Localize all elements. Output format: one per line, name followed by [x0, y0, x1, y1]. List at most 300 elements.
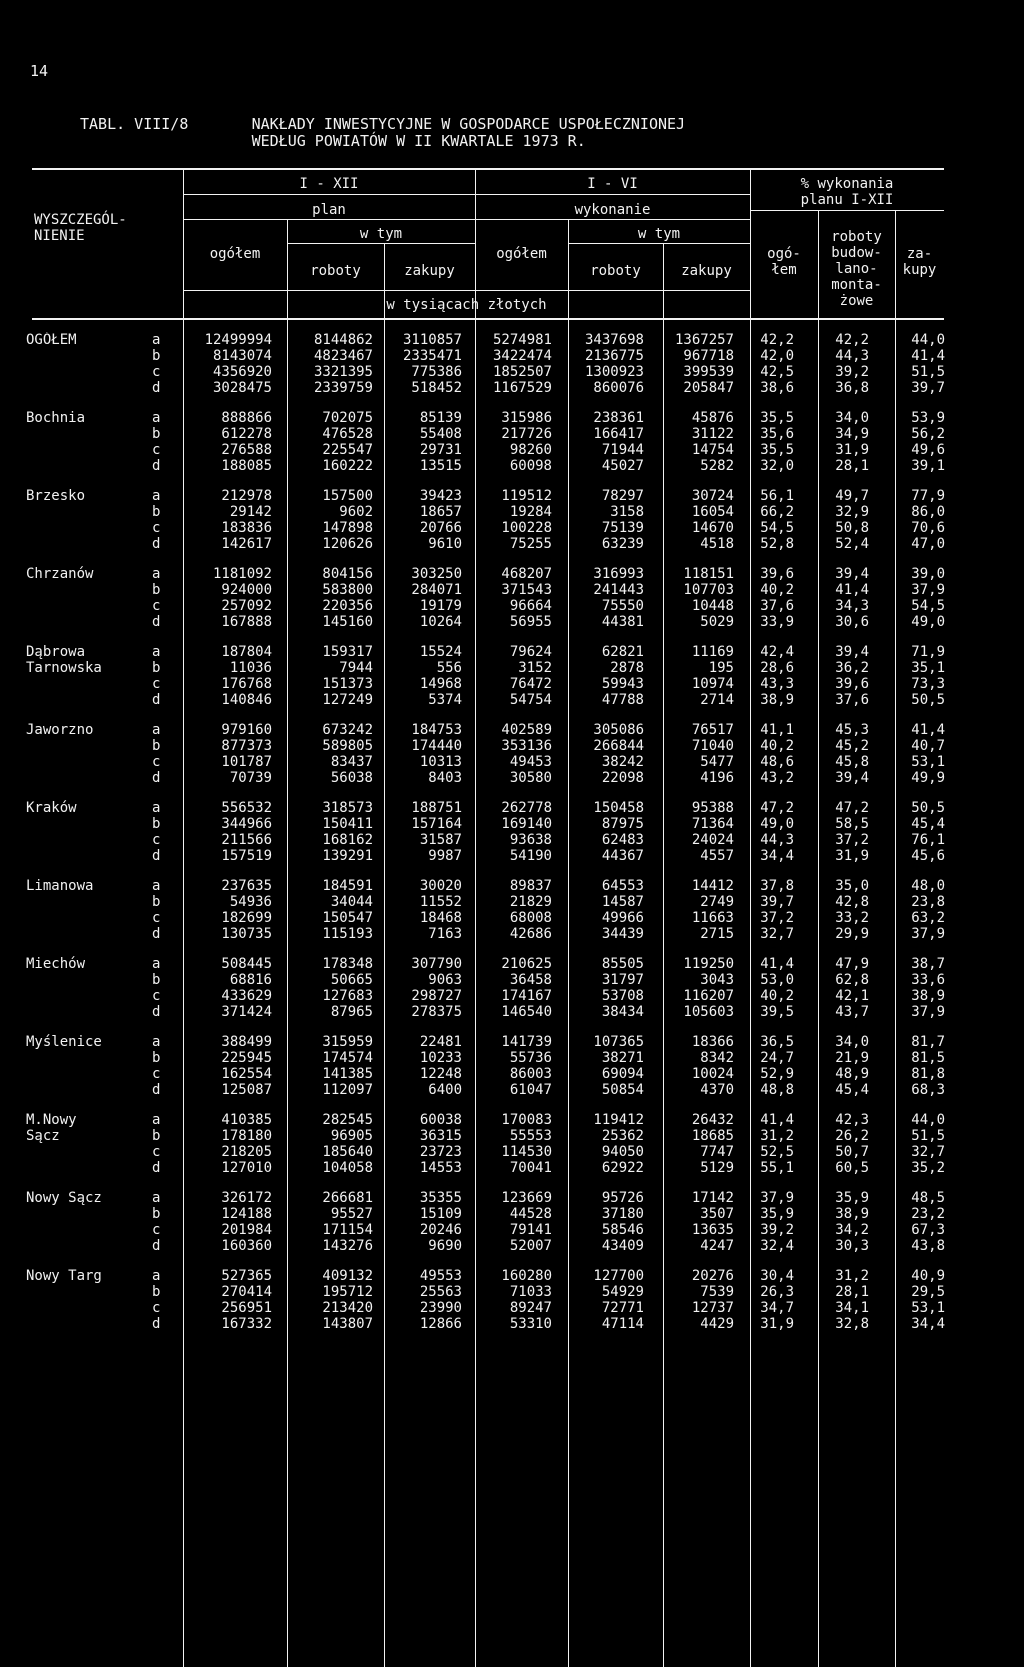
table-cell: 26,3 — [760, 1284, 794, 1300]
table-cell: 402589 — [501, 722, 552, 738]
table-cell: 56955 — [509, 614, 552, 630]
group-spacer — [0, 942, 945, 956]
table-cell: 187804 — [221, 644, 272, 660]
table-cell: 804156 — [322, 566, 373, 582]
table-row — [0, 348, 945, 364]
district-name — [0, 364, 144, 380]
table-cell: 166417 — [593, 426, 644, 442]
table-cell: 326172 — [221, 1190, 272, 1206]
table-cell: 1852507 — [492, 364, 552, 380]
table-cell: 39,4 — [835, 566, 869, 582]
table-cell: 8143074 — [212, 348, 272, 364]
table-cell: 4518 — [700, 536, 734, 552]
table-row — [0, 380, 945, 396]
table-cell: 43,8 — [911, 1238, 945, 1254]
district-name — [0, 614, 144, 630]
table-cell: 86003 — [509, 1066, 552, 1082]
table-cell: 55553 — [509, 1128, 552, 1144]
ogolem-header-2: ogółem — [496, 246, 547, 262]
table-cell: 50,8 — [835, 520, 869, 536]
table-cell: 217726 — [501, 426, 552, 442]
table-row — [0, 410, 945, 426]
row-letter: b — [152, 1206, 161, 1222]
table-cell: 266681 — [322, 1190, 373, 1206]
table-cell: 55736 — [509, 1050, 552, 1066]
table-cell: 44367 — [601, 848, 644, 864]
table-cell: 139291 — [322, 848, 373, 864]
table-cell: 54754 — [509, 692, 552, 708]
district-name — [0, 1160, 144, 1176]
table-row — [0, 848, 945, 864]
table-cell: 79141 — [509, 1222, 552, 1238]
district-name — [0, 1004, 144, 1020]
table-cell: 210625 — [501, 956, 552, 972]
table-row — [0, 894, 945, 910]
table-cell: 87975 — [601, 816, 644, 832]
row-letter: a — [152, 566, 161, 582]
table-cell: 71,9 — [911, 644, 945, 660]
table-cell: 36,2 — [835, 660, 869, 676]
table-cell: 702075 — [322, 410, 373, 426]
table-cell: 35,1 — [911, 660, 945, 676]
table-row — [0, 504, 945, 520]
table-cell: 50,5 — [911, 692, 945, 708]
table-cell: 43409 — [601, 1238, 644, 1254]
table-cell: 42,5 — [760, 364, 794, 380]
table-cell: 54936 — [229, 894, 272, 910]
row-letter: a — [152, 1190, 161, 1206]
pct-budowlane-header: roboty budow- lano- monta- żowe — [831, 229, 882, 309]
table-cell: 49453 — [509, 754, 552, 770]
group-spacer — [0, 1254, 945, 1268]
table-cell: 81,5 — [911, 1050, 945, 1066]
table-cell: 130735 — [221, 926, 272, 942]
row-letter: c — [152, 364, 161, 380]
table-cell: 96664 — [509, 598, 552, 614]
table-cell: 174574 — [322, 1050, 373, 1066]
row-letter: b — [152, 1050, 161, 1066]
group-spacer — [0, 474, 945, 488]
table-cell: 53,1 — [911, 754, 945, 770]
table-cell: 169140 — [501, 816, 552, 832]
group-spacer — [0, 708, 945, 722]
table-cell: 52,5 — [760, 1144, 794, 1160]
table-cell: 31122 — [691, 426, 734, 442]
row-letter: d — [152, 1316, 161, 1332]
table-cell: 50,5 — [911, 800, 945, 816]
district-name — [0, 442, 144, 458]
row-letter: b — [152, 582, 161, 598]
table-cell: 4823467 — [313, 348, 373, 364]
table-cell: 96905 — [330, 1128, 373, 1144]
table-cell: 28,1 — [835, 1284, 869, 1300]
table-cell: 10974 — [691, 676, 734, 692]
row-letter: a — [152, 410, 161, 426]
table-cell: 20276 — [691, 1268, 734, 1284]
table-cell: 38,9 — [760, 692, 794, 708]
table-cell: 371543 — [501, 582, 552, 598]
table-cell: 127683 — [322, 988, 373, 1004]
table-cell: 1367257 — [674, 332, 734, 348]
table-cell: 76472 — [509, 676, 552, 692]
table-cell: 45,3 — [835, 722, 869, 738]
district-name — [0, 1222, 144, 1238]
table-cell: 34,9 — [835, 426, 869, 442]
table-cell: 75550 — [601, 598, 644, 614]
table-cell: 53,1 — [911, 1300, 945, 1316]
table-cell: 115193 — [322, 926, 373, 942]
table-cell: 30,6 — [835, 614, 869, 630]
district-name — [0, 1284, 144, 1300]
table-cell: 157519 — [221, 848, 272, 864]
table-cell: 12248 — [419, 1066, 462, 1082]
district-name — [0, 598, 144, 614]
table-cell: 56,2 — [911, 426, 945, 442]
table-row — [0, 926, 945, 942]
table-cell: 33,9 — [760, 614, 794, 630]
table-cell: 589805 — [322, 738, 373, 754]
table-cell: 5029 — [700, 614, 734, 630]
table-cell: 32,7 — [760, 926, 794, 942]
table-cell: 315986 — [501, 410, 552, 426]
table-cell: 8403 — [428, 770, 462, 786]
table-cell: 105603 — [683, 1004, 734, 1020]
row-letter: a — [152, 332, 161, 348]
table-cell: 95527 — [330, 1206, 373, 1222]
table-cell: 47,2 — [760, 800, 794, 816]
row-letter: b — [152, 1128, 161, 1144]
group-spacer — [0, 1098, 945, 1112]
table-cell: 23,8 — [911, 894, 945, 910]
table-cell: 146540 — [501, 1004, 552, 1020]
table-cell: 34439 — [601, 926, 644, 942]
table-cell: 142617 — [221, 536, 272, 552]
table-cell: 171154 — [322, 1222, 373, 1238]
table-cell: 45027 — [601, 458, 644, 474]
district-name — [0, 816, 144, 832]
table-cell: 212978 — [221, 488, 272, 504]
table-cell: 75139 — [601, 520, 644, 536]
table-cell: 195712 — [322, 1284, 373, 1300]
table-cell: 318573 — [322, 800, 373, 816]
table-cell: 42,2 — [835, 332, 869, 348]
table-cell: 3110857 — [402, 332, 462, 348]
table-cell: 45,8 — [835, 754, 869, 770]
table-cell: 63,2 — [911, 910, 945, 926]
table-cell: 29731 — [419, 442, 462, 458]
district-name — [0, 926, 144, 942]
table-row — [0, 1268, 945, 1284]
table-cell: 31797 — [601, 972, 644, 988]
table-cell: 93638 — [509, 832, 552, 848]
table-cell: 49,0 — [911, 614, 945, 630]
table-cell: 157164 — [411, 816, 462, 832]
table-row — [0, 582, 945, 598]
table-cell: 41,4 — [760, 1112, 794, 1128]
table-cell: 284071 — [411, 582, 462, 598]
table-cell: 170083 — [501, 1112, 552, 1128]
table-cell: 59943 — [601, 676, 644, 692]
table-cell: 11169 — [691, 644, 734, 660]
table-cell: 42686 — [509, 926, 552, 942]
table-row — [0, 692, 945, 708]
table-cell: 157500 — [322, 488, 373, 504]
table-row — [0, 520, 945, 536]
table-cell: 28,1 — [835, 458, 869, 474]
row-letter: c — [152, 910, 161, 926]
district-name — [0, 458, 144, 474]
table-cell: 48,6 — [760, 754, 794, 770]
table-cell: 47114 — [601, 1316, 644, 1332]
table-cell: 39,7 — [911, 380, 945, 396]
table-cell: 81,8 — [911, 1066, 945, 1082]
table-cell: 34,2 — [835, 1222, 869, 1238]
table-cell: 54929 — [601, 1284, 644, 1300]
table-cell: 14754 — [691, 442, 734, 458]
table-cell: 18366 — [691, 1034, 734, 1050]
table-cell: 583800 — [322, 582, 373, 598]
table-cell: 877373 — [221, 738, 272, 754]
table-cell: 775386 — [411, 364, 462, 380]
table-row — [0, 1238, 945, 1254]
district-name — [0, 582, 144, 598]
table-cell: 34,4 — [760, 848, 794, 864]
table-cell: 174440 — [411, 738, 462, 754]
table-cell: 95388 — [691, 800, 734, 816]
row-letter: a — [152, 644, 161, 660]
table-cell: 433629 — [221, 988, 272, 1004]
pct-header: % wykonania planu I-XII — [800, 176, 894, 208]
table-cell: 860076 — [593, 380, 644, 396]
table-row — [0, 1082, 945, 1098]
table-cell: 48,8 — [760, 1082, 794, 1098]
table-row — [0, 972, 945, 988]
table-cell: 673242 — [322, 722, 373, 738]
table-cell: 14670 — [691, 520, 734, 536]
table-cell: 127010 — [221, 1160, 272, 1176]
district-name — [0, 972, 144, 988]
table-cell: 42,8 — [835, 894, 869, 910]
table-cell: 409132 — [322, 1268, 373, 1284]
district-name: Tarnowska — [26, 660, 102, 676]
table-cell: 56038 — [330, 770, 373, 786]
table-cell: 39,4 — [835, 770, 869, 786]
table-cell: 3321395 — [313, 364, 373, 380]
table-row — [0, 754, 945, 770]
table-cell: 211566 — [221, 832, 272, 848]
rule-under-period2 — [475, 194, 750, 195]
district-name — [0, 832, 144, 848]
table-cell: 34,7 — [760, 1300, 794, 1316]
table-cell: 85505 — [601, 956, 644, 972]
table-cell: 205847 — [683, 380, 734, 396]
table-cell: 3507 — [700, 1206, 734, 1222]
table-cell: 160222 — [322, 458, 373, 474]
table-cell: 21829 — [509, 894, 552, 910]
table-cell: 9602 — [339, 504, 373, 520]
district-name — [0, 504, 144, 520]
table-cell: 150547 — [322, 910, 373, 926]
district-name — [0, 754, 144, 770]
table-cell: 62483 — [601, 832, 644, 848]
table-row — [0, 910, 945, 926]
table-cell: 1167529 — [492, 380, 552, 396]
table-cell: 104058 — [322, 1160, 373, 1176]
table-cell: 49,7 — [835, 488, 869, 504]
group-spacer — [0, 630, 945, 644]
table-cell: 278375 — [411, 1004, 462, 1020]
table-cell: 556532 — [221, 800, 272, 816]
table-cell: 70041 — [509, 1160, 552, 1176]
district-name — [0, 1050, 144, 1066]
district-name: Myślenice — [26, 1034, 102, 1050]
table-cell: 71944 — [601, 442, 644, 458]
district-name: Limanowa — [26, 878, 94, 894]
table-body — [0, 332, 945, 1332]
table-cell: 64553 — [601, 878, 644, 894]
row-letter: a — [152, 878, 161, 894]
row-letter: c — [152, 520, 161, 536]
table-row — [0, 644, 945, 660]
table-row — [0, 1004, 945, 1020]
table-cell: 35,6 — [760, 426, 794, 442]
table-cell: 4429 — [700, 1316, 734, 1332]
table-cell: 34,4 — [911, 1316, 945, 1332]
table-cell: 188751 — [411, 800, 462, 816]
wtym-header-1: w tym — [359, 226, 403, 242]
table-cell: 32,7 — [911, 1144, 945, 1160]
table-cell: 19179 — [419, 598, 462, 614]
table-row — [0, 956, 945, 972]
district-name: Miechów — [26, 956, 86, 972]
units-header: w tysiącach złotych — [386, 297, 547, 313]
table-cell: 60038 — [419, 1112, 462, 1128]
table-cell: 924000 — [221, 582, 272, 598]
table-cell: 5129 — [700, 1160, 734, 1176]
table-cell: 5477 — [700, 754, 734, 770]
table-cell: 3152 — [518, 660, 552, 676]
table-row — [0, 1316, 945, 1332]
table-cell: 276588 — [221, 442, 272, 458]
title-line-1: TABL. VIII/8 NAKŁADY INWESTYCYJNE W GOSPODARCE USPOŁECZNIONEJ — [80, 115, 686, 133]
period2-header: I - VI — [587, 176, 638, 192]
row-letter: d — [152, 380, 161, 396]
table-cell: 34,0 — [835, 1034, 869, 1050]
table-cell: 13515 — [419, 458, 462, 474]
row-letter: d — [152, 770, 161, 786]
table-cell: 2339759 — [313, 380, 373, 396]
row-letter: a — [152, 488, 161, 504]
table-cell: 40,9 — [911, 1268, 945, 1284]
table-cell: 612278 — [221, 426, 272, 442]
table-cell: 44528 — [509, 1206, 552, 1222]
table-row — [0, 988, 945, 1004]
table-cell: 237635 — [221, 878, 272, 894]
table-cell: 21,9 — [835, 1050, 869, 1066]
table-cell: 42,1 — [835, 988, 869, 1004]
table-cell: 256951 — [221, 1300, 272, 1316]
wtym-header-2: w tym — [637, 226, 681, 242]
table-cell: 6400 — [428, 1082, 462, 1098]
table-cell: 44,0 — [911, 332, 945, 348]
table-cell: 22098 — [601, 770, 644, 786]
table-cell: 43,3 — [760, 676, 794, 692]
table-cell: 30020 — [419, 878, 462, 894]
table-cell: 9610 — [428, 536, 462, 552]
table-cell: 48,5 — [911, 1190, 945, 1206]
table-cell: 508445 — [221, 956, 272, 972]
table-cell: 23990 — [419, 1300, 462, 1316]
table-cell: 218205 — [221, 1144, 272, 1160]
table-cell: 76,1 — [911, 832, 945, 848]
table-row — [0, 800, 945, 816]
district-name: Sącz — [26, 1128, 60, 1144]
table-cell: 9063 — [428, 972, 462, 988]
table-cell: 55,1 — [760, 1160, 794, 1176]
table-cell: 62,8 — [835, 972, 869, 988]
row-letter: c — [152, 1300, 161, 1316]
table-cell: 37,9 — [911, 926, 945, 942]
table-cell: 39,4 — [835, 644, 869, 660]
table-cell: 34,3 — [835, 598, 869, 614]
table-cell: 101787 — [221, 754, 272, 770]
table-row — [0, 1300, 945, 1316]
row-letter: c — [152, 832, 161, 848]
roboty-header-2: roboty — [590, 263, 641, 279]
table-cell: 37,6 — [835, 692, 869, 708]
district-name — [0, 738, 144, 754]
table-cell: 37180 — [601, 1206, 644, 1222]
table-cell: 30,4 — [760, 1268, 794, 1284]
table-row — [0, 832, 945, 848]
row-letter: c — [152, 1144, 161, 1160]
page-number: 14 — [30, 62, 49, 80]
table-cell: 184591 — [322, 878, 373, 894]
row-letter: d — [152, 536, 161, 552]
table-cell: 7747 — [700, 1144, 734, 1160]
table-cell: 45,2 — [835, 738, 869, 754]
table-cell: 89247 — [509, 1300, 552, 1316]
table-cell: 107703 — [683, 582, 734, 598]
table-cell: 37,9 — [911, 582, 945, 598]
table-cell: 476528 — [322, 426, 373, 442]
table-cell: 75255 — [509, 536, 552, 552]
rule-under-plan — [183, 219, 750, 220]
table-cell: 11552 — [419, 894, 462, 910]
table-cell: 5374 — [428, 692, 462, 708]
table-cell: 31,2 — [835, 1268, 869, 1284]
table-cell: 160280 — [501, 1268, 552, 1284]
table-row — [0, 1112, 945, 1128]
table-cell: 9987 — [428, 848, 462, 864]
rule-above-units — [183, 290, 750, 291]
row-letter: b — [152, 816, 161, 832]
table-cell: 39,2 — [835, 364, 869, 380]
group-spacer — [0, 864, 945, 878]
table-cell: 141385 — [322, 1066, 373, 1082]
rule-under-wtym-1 — [287, 243, 475, 244]
row-letter: b — [152, 660, 161, 676]
table-cell: 14553 — [419, 1160, 462, 1176]
table-cell: 20246 — [419, 1222, 462, 1238]
header-top-rule — [32, 168, 944, 170]
pct-ogolem-header: ogó- łem — [767, 246, 801, 278]
table-cell: 16054 — [691, 504, 734, 520]
table-cell: 371424 — [221, 1004, 272, 1020]
table-cell: 12737 — [691, 1300, 734, 1316]
table-cell: 150458 — [593, 800, 644, 816]
table-cell: 183836 — [221, 520, 272, 536]
